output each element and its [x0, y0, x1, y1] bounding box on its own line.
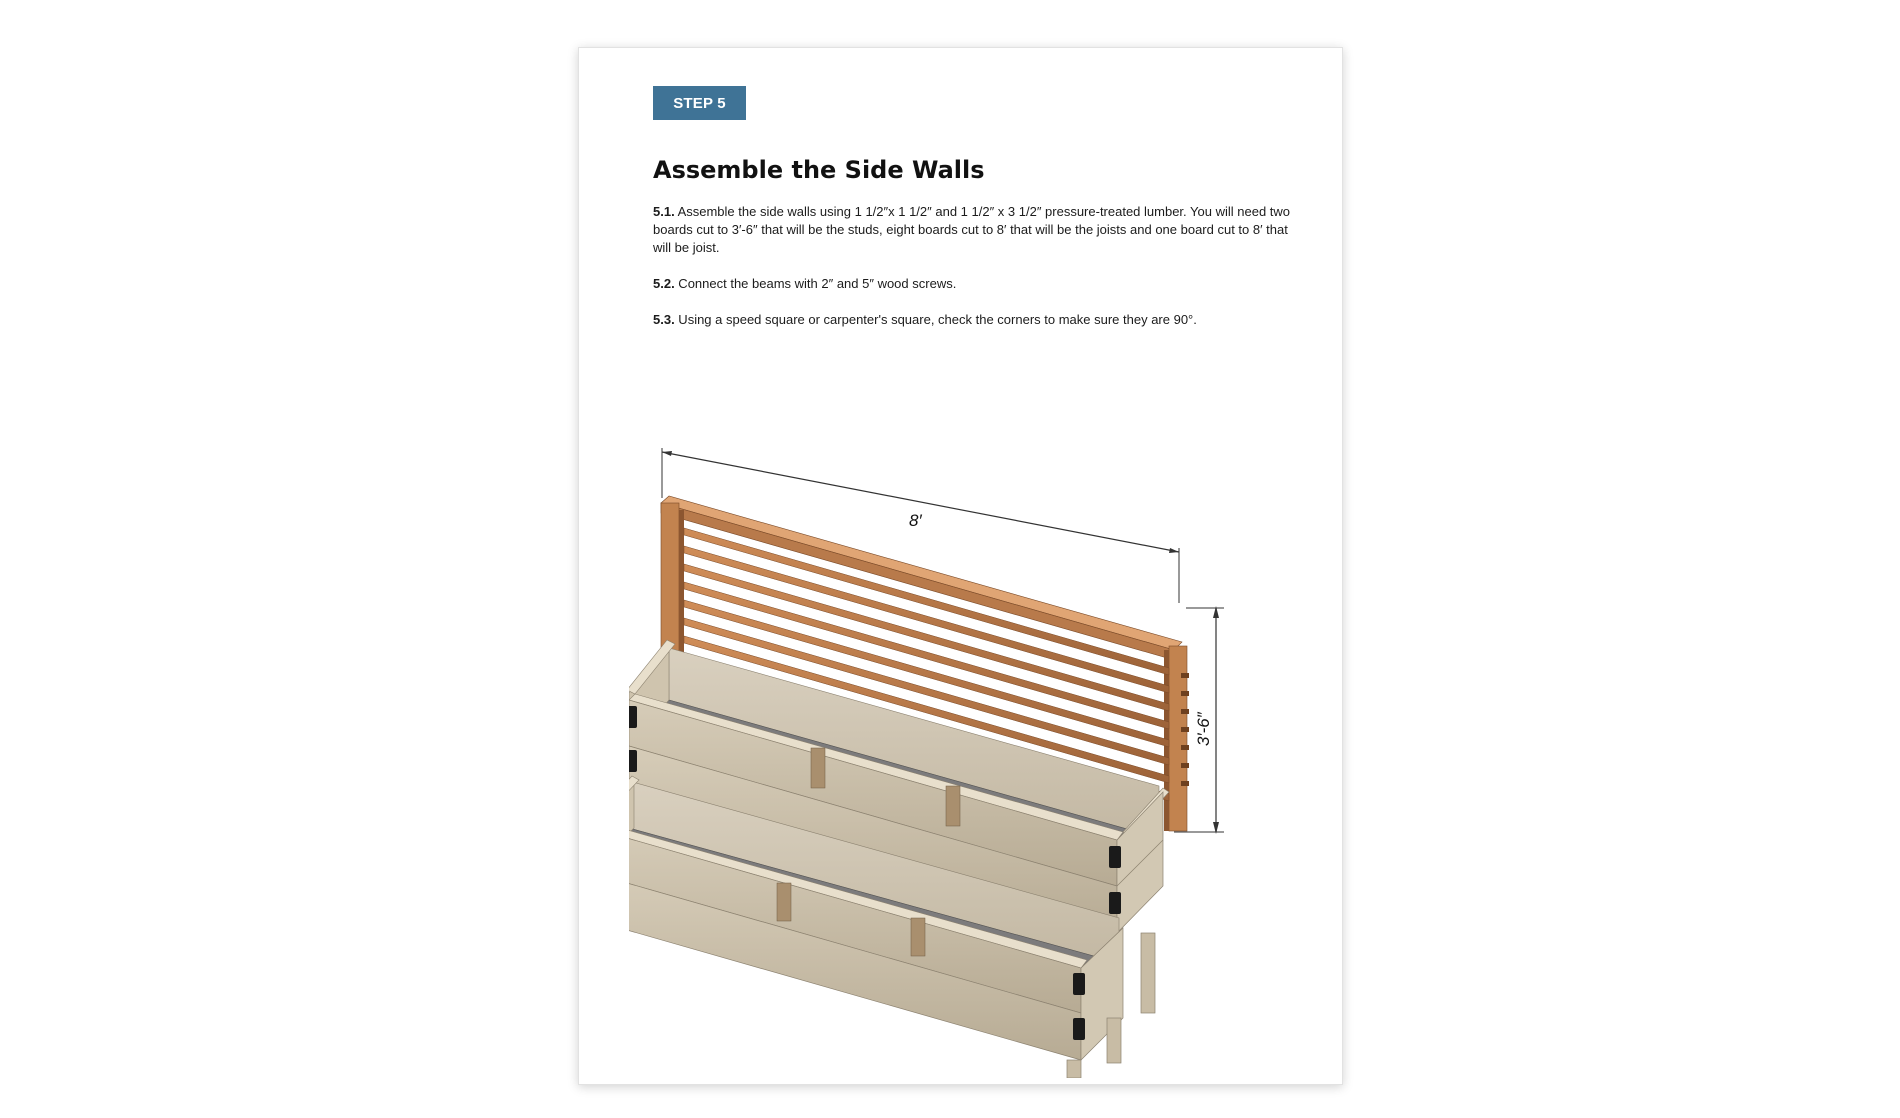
instruction-text: Using a speed square or carpenter's square, check the corners to make sure they are 90°.: [674, 312, 1197, 327]
instruction-number: 5.2.: [653, 276, 675, 291]
instruction-5-2: [653, 275, 1303, 293]
instruction-number: 5.3.: [653, 312, 675, 327]
instruction-text: Connect the beams with 2″ and 5″ wood screws.: [674, 276, 957, 291]
instructions: [653, 203, 1303, 347]
height-label: 3′-6″: [1194, 712, 1213, 746]
instruction-number: 5.1.: [653, 204, 675, 219]
planter-bench-illustration: [629, 388, 1309, 1078]
length-label: 8′: [909, 511, 922, 530]
instruction-5-1: [653, 203, 1303, 257]
instruction-text: Assemble the side walls using 1 1/2″x 1 1/2″ and 1 1/2″ x 3 1/2″ pressure-treated lumber. You will need two boards cut to 3′-6″ that will be the studs, eight boards cut to 8′ that will be the joists and one board cut to 8′ that will be joist.: [653, 204, 1291, 255]
page-title: Assemble the Side Walls: [653, 156, 985, 184]
step-badge: STEP 5: [653, 86, 746, 120]
document-page: [578, 47, 1343, 1085]
instruction-5-3: [653, 311, 1303, 329]
